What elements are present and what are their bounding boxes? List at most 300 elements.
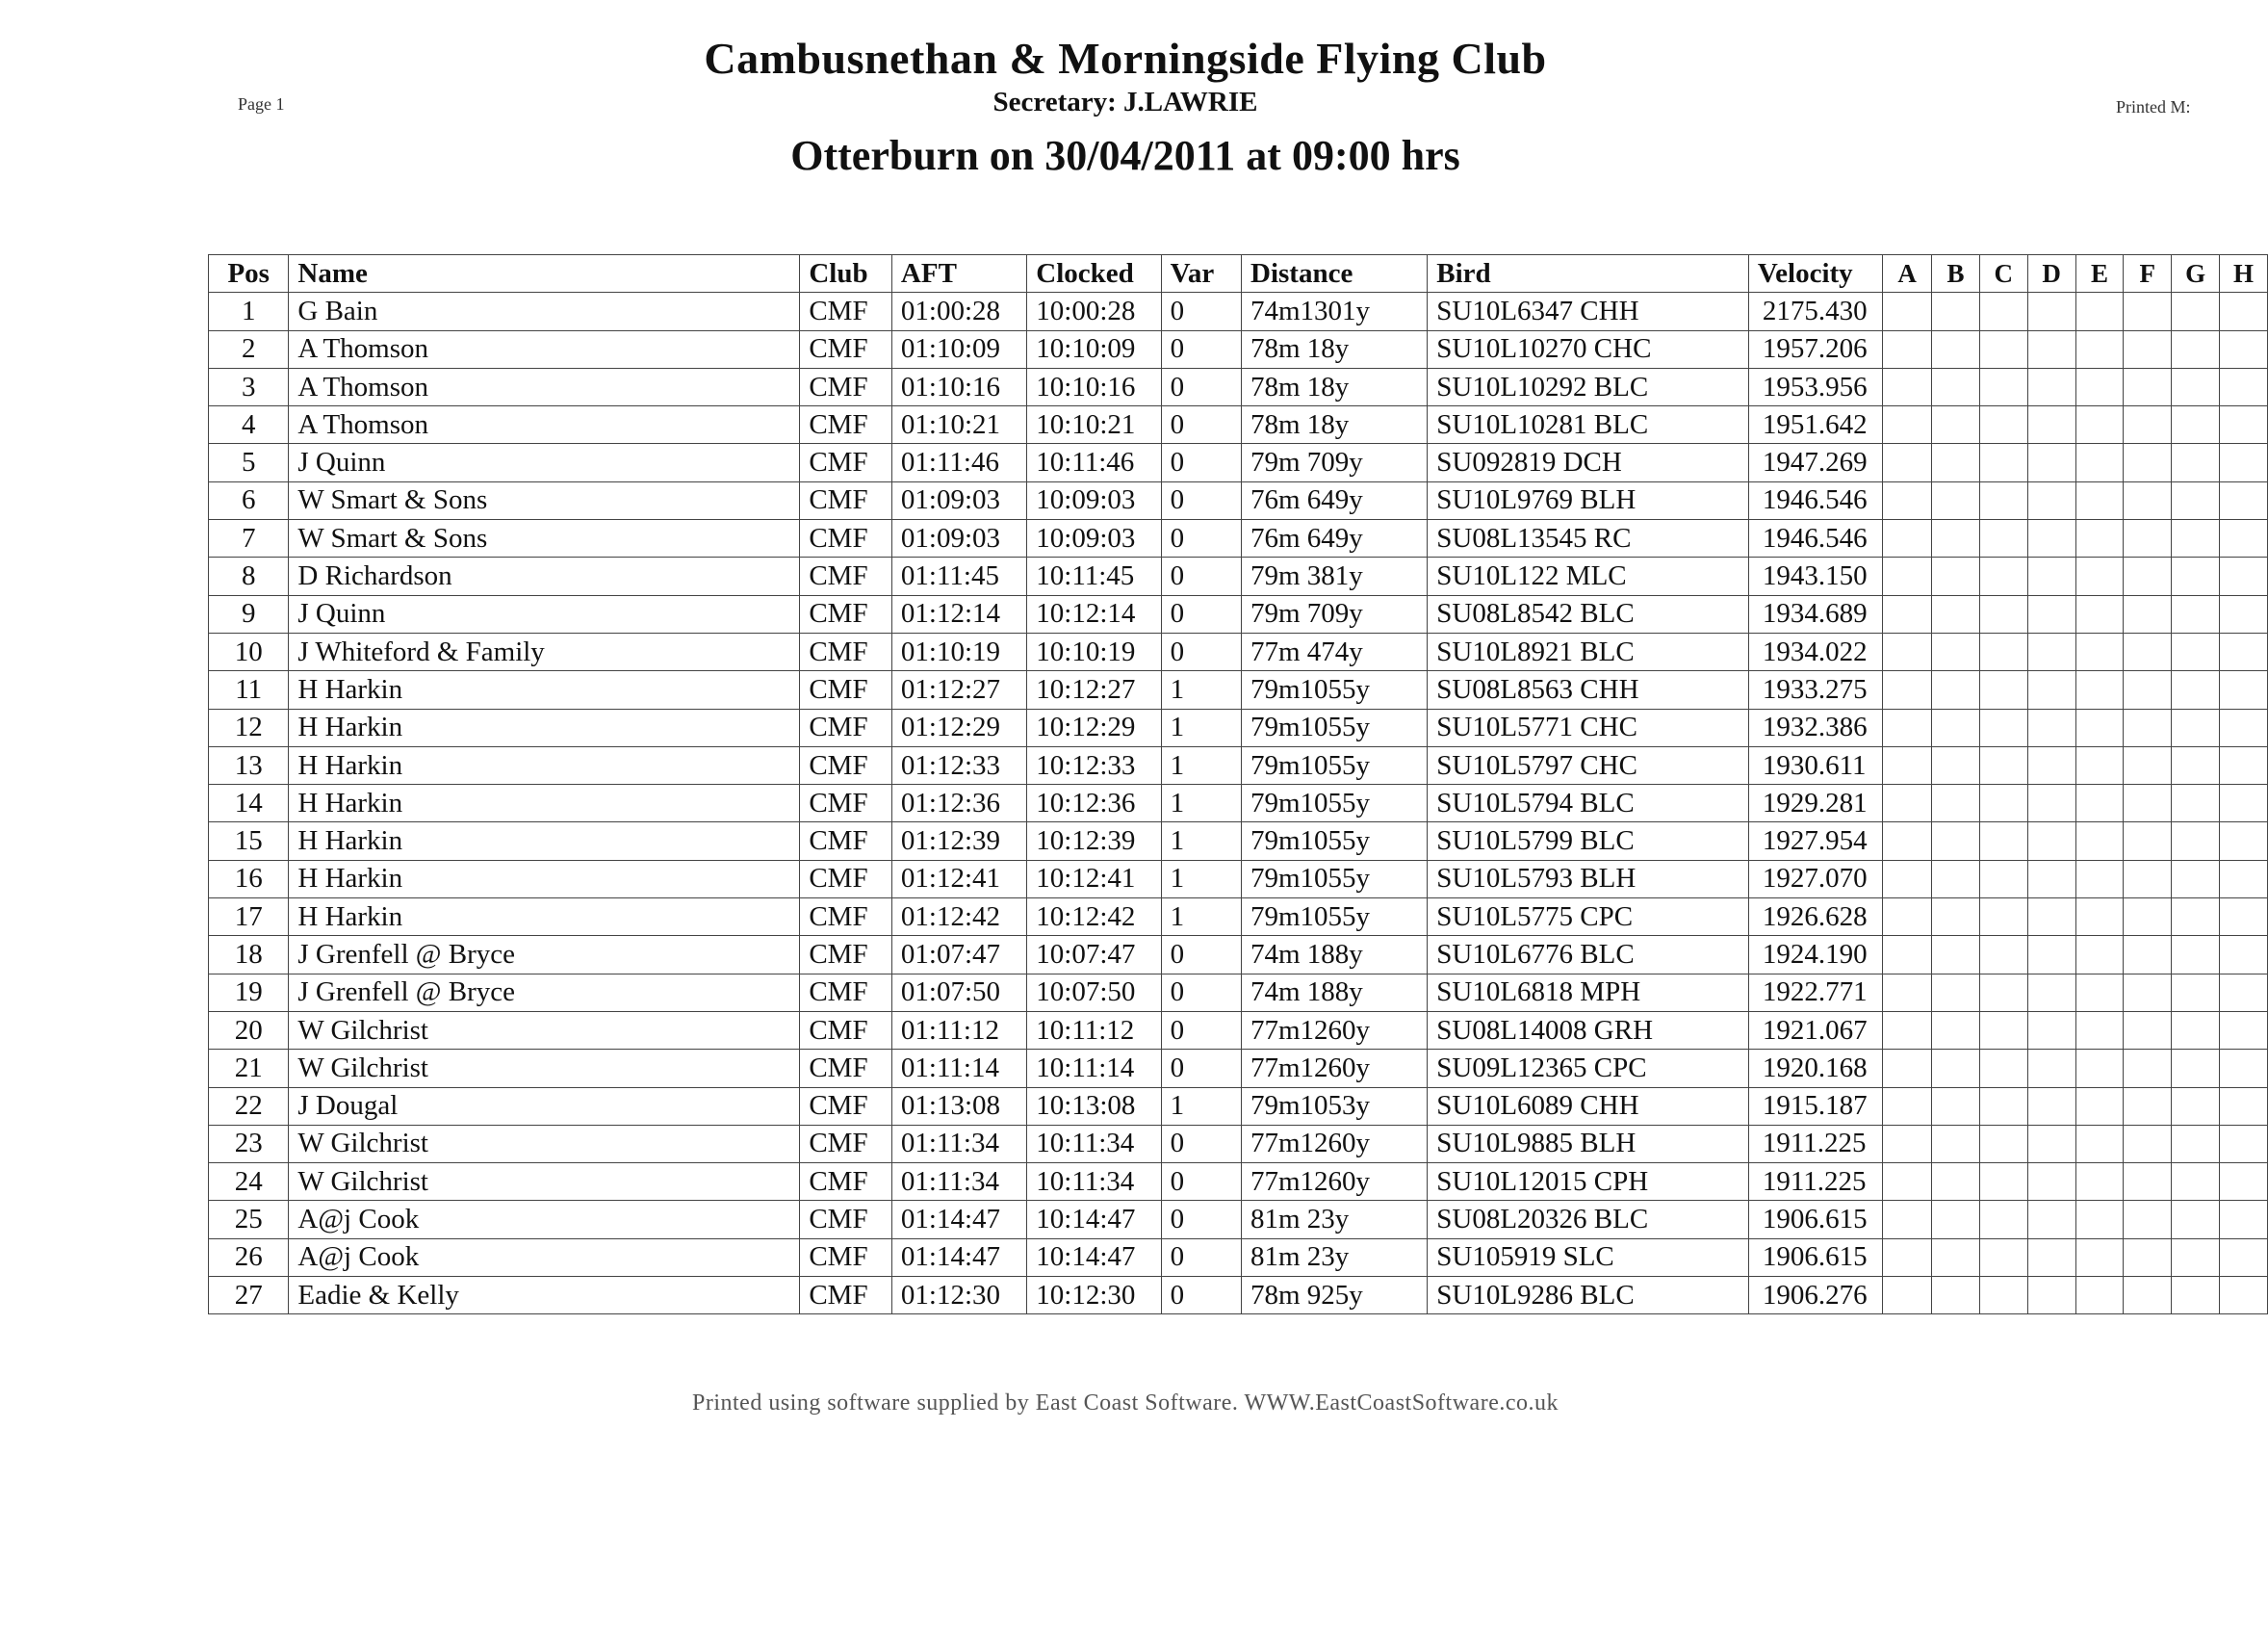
cell-check-c	[1979, 860, 2027, 897]
cell-distance: 79m1055y	[1242, 671, 1428, 709]
cell-check-g	[2172, 633, 2220, 670]
cell-check-e	[2075, 1201, 2124, 1238]
cell-name: W Gilchrist	[289, 1125, 800, 1162]
cell-velocity: 1929.281	[1748, 785, 1882, 822]
cell-check-b	[1932, 1011, 1980, 1049]
cell-distance: 79m1055y	[1242, 860, 1428, 897]
cell-var: 0	[1161, 1163, 1241, 1201]
cell-check-f	[2124, 746, 2172, 784]
cell-velocity: 1953.956	[1748, 368, 1882, 405]
cell-check-b	[1932, 860, 1980, 897]
cell-velocity: 1934.689	[1748, 595, 1882, 633]
cell-check-b	[1932, 785, 1980, 822]
cell-check-a	[1883, 595, 1932, 633]
table-row	[209, 1125, 2268, 1162]
cell-name: J Quinn	[289, 444, 800, 481]
cell-velocity: 1947.269	[1748, 444, 1882, 481]
cell-clocked: 10:13:08	[1027, 1087, 1161, 1125]
cell-check-c	[1979, 558, 2027, 595]
cell-check-f	[2124, 1087, 2172, 1125]
cell-check-e	[2075, 330, 2124, 368]
cell-check-a	[1883, 1087, 1932, 1125]
cell-check-h	[2220, 1087, 2268, 1125]
cell-check-e	[2075, 1125, 2124, 1162]
cell-bird: SU10L9769 BLH	[1428, 481, 1749, 519]
cell-velocity: 1920.168	[1748, 1050, 1882, 1087]
table-row	[209, 746, 2268, 784]
cell-check-d	[2027, 709, 2075, 746]
cell-bird: SU08L8563 CHH	[1428, 671, 1749, 709]
cell-check-g	[2172, 368, 2220, 405]
cell-bird: SU10L12015 CPH	[1428, 1163, 1749, 1201]
cell-clocked: 10:12:30	[1027, 1277, 1161, 1314]
cell-var: 0	[1161, 974, 1241, 1011]
cell-distance: 76m 649y	[1242, 520, 1428, 558]
cell-bird: SU10L10292 BLC	[1428, 368, 1749, 405]
cell-bird: SU08L20326 BLC	[1428, 1201, 1749, 1238]
cell-check-a	[1883, 898, 1932, 936]
cell-velocity: 1951.642	[1748, 406, 1882, 444]
cell-velocity: 1934.022	[1748, 633, 1882, 670]
cell-check-c	[1979, 1163, 2027, 1201]
cell-distance: 76m 649y	[1242, 481, 1428, 519]
cell-check-b	[1932, 1050, 1980, 1087]
cell-velocity: 1911.225	[1748, 1163, 1882, 1201]
cell-club: CMF	[800, 860, 892, 897]
cell-name: H Harkin	[289, 822, 800, 860]
cell-pos: 27	[209, 1277, 289, 1314]
cell-check-c	[1979, 709, 2027, 746]
cell-check-g	[2172, 1125, 2220, 1162]
cell-var: 0	[1161, 633, 1241, 670]
cell-check-h	[2220, 860, 2268, 897]
cell-name: J Grenfell @ Bryce	[289, 974, 800, 1011]
cell-name: W Gilchrist	[289, 1011, 800, 1049]
cell-distance: 79m 381y	[1242, 558, 1428, 595]
cell-pos: 15	[209, 822, 289, 860]
cell-check-e	[2075, 974, 2124, 1011]
cell-check-d	[2027, 558, 2075, 595]
cell-aft: 01:12:27	[891, 671, 1026, 709]
cell-var: 0	[1161, 368, 1241, 405]
cell-bird: SU10L10281 BLC	[1428, 406, 1749, 444]
cell-check-e	[2075, 936, 2124, 974]
cell-var: 0	[1161, 444, 1241, 481]
cell-check-a	[1883, 1238, 1932, 1276]
table-row	[209, 520, 2268, 558]
cell-check-f	[2124, 520, 2172, 558]
cell-pos: 2	[209, 330, 289, 368]
cell-check-f	[2124, 558, 2172, 595]
cell-name: W Gilchrist	[289, 1163, 800, 1201]
cell-check-a	[1883, 406, 1932, 444]
cell-name: A@j Cook	[289, 1201, 800, 1238]
cell-name: G Bain	[289, 293, 800, 330]
cell-check-h	[2220, 822, 2268, 860]
results-table-wrap	[208, 254, 2255, 1314]
column-header-aft: AFT	[891, 255, 1026, 293]
cell-bird: SU10L9885 BLH	[1428, 1125, 1749, 1162]
cell-name: J Dougal	[289, 1087, 800, 1125]
column-header-distance: Distance	[1242, 255, 1428, 293]
cell-check-b	[1932, 898, 1980, 936]
cell-var: 0	[1161, 406, 1241, 444]
cell-bird: SU10L5771 CHC	[1428, 709, 1749, 746]
table-row	[209, 633, 2268, 670]
cell-check-e	[2075, 860, 2124, 897]
cell-pos: 16	[209, 860, 289, 897]
cell-name: W Smart & Sons	[289, 481, 800, 519]
cell-check-c	[1979, 406, 2027, 444]
cell-check-d	[2027, 633, 2075, 670]
column-header-name: Name	[289, 255, 800, 293]
cell-check-f	[2124, 1201, 2172, 1238]
cell-aft: 01:14:47	[891, 1201, 1026, 1238]
cell-check-f	[2124, 330, 2172, 368]
cell-name: H Harkin	[289, 746, 800, 784]
cell-check-a	[1883, 368, 1932, 405]
cell-check-e	[2075, 1050, 2124, 1087]
cell-var: 0	[1161, 1277, 1241, 1314]
cell-check-d	[2027, 671, 2075, 709]
cell-check-a	[1883, 936, 1932, 974]
cell-check-e	[2075, 368, 2124, 405]
cell-check-g	[2172, 481, 2220, 519]
cell-check-a	[1883, 293, 1932, 330]
cell-velocity: 1926.628	[1748, 898, 1882, 936]
cell-check-g	[2172, 974, 2220, 1011]
cell-name: H Harkin	[289, 898, 800, 936]
table-body	[209, 293, 2268, 1314]
cell-bird: SU10L8921 BLC	[1428, 633, 1749, 670]
table-row	[209, 1238, 2268, 1276]
cell-club: CMF	[800, 1238, 892, 1276]
cell-check-c	[1979, 1238, 2027, 1276]
cell-distance: 78m 18y	[1242, 406, 1428, 444]
cell-check-b	[1932, 1277, 1980, 1314]
table-row	[209, 709, 2268, 746]
cell-clocked: 10:10:19	[1027, 633, 1161, 670]
cell-check-b	[1932, 936, 1980, 974]
table-row	[209, 936, 2268, 974]
cell-check-e	[2075, 1238, 2124, 1276]
cell-name: W Smart & Sons	[289, 520, 800, 558]
cell-check-g	[2172, 1163, 2220, 1201]
cell-pos: 7	[209, 520, 289, 558]
table-row	[209, 1201, 2268, 1238]
cell-aft: 01:07:50	[891, 974, 1026, 1011]
cell-check-b	[1932, 444, 1980, 481]
cell-check-f	[2124, 595, 2172, 633]
cell-aft: 01:12:41	[891, 860, 1026, 897]
cell-clocked: 10:11:14	[1027, 1050, 1161, 1087]
cell-check-f	[2124, 444, 2172, 481]
cell-check-g	[2172, 671, 2220, 709]
cell-velocity: 1933.275	[1748, 671, 1882, 709]
cell-check-e	[2075, 785, 2124, 822]
cell-pos: 9	[209, 595, 289, 633]
club-title: Cambusnethan & Morningside Flying Club	[704, 34, 1547, 83]
cell-check-c	[1979, 633, 2027, 670]
cell-var: 1	[1161, 746, 1241, 784]
table-row	[209, 293, 2268, 330]
cell-check-g	[2172, 406, 2220, 444]
cell-check-h	[2220, 558, 2268, 595]
cell-check-a	[1883, 444, 1932, 481]
cell-clocked: 10:11:34	[1027, 1163, 1161, 1201]
cell-check-b	[1932, 1163, 1980, 1201]
cell-check-e	[2075, 293, 2124, 330]
cell-pos: 12	[209, 709, 289, 746]
cell-check-d	[2027, 860, 2075, 897]
table-row	[209, 1277, 2268, 1314]
cell-distance: 78m 18y	[1242, 330, 1428, 368]
cell-distance: 78m 18y	[1242, 368, 1428, 405]
cell-aft: 01:11:14	[891, 1050, 1026, 1087]
cell-check-b	[1932, 633, 1980, 670]
cell-pos: 8	[209, 558, 289, 595]
cell-check-c	[1979, 936, 2027, 974]
table-header-row	[209, 255, 2268, 293]
cell-check-e	[2075, 822, 2124, 860]
table-row	[209, 671, 2268, 709]
cell-velocity: 1911.225	[1748, 1125, 1882, 1162]
cell-club: CMF	[800, 898, 892, 936]
cell-club: CMF	[800, 1011, 892, 1049]
cell-name: J Quinn	[289, 595, 800, 633]
cell-check-b	[1932, 1238, 1980, 1276]
cell-check-g	[2172, 1201, 2220, 1238]
cell-check-g	[2172, 293, 2220, 330]
cell-check-h	[2220, 1238, 2268, 1276]
cell-bird: SU10L5793 BLH	[1428, 860, 1749, 897]
cell-clocked: 10:14:47	[1027, 1238, 1161, 1276]
cell-pos: 5	[209, 444, 289, 481]
cell-check-b	[1932, 293, 1980, 330]
cell-bird: SU105919 SLC	[1428, 1238, 1749, 1276]
cell-club: CMF	[800, 558, 892, 595]
cell-club: CMF	[800, 444, 892, 481]
cell-check-a	[1883, 558, 1932, 595]
cell-check-g	[2172, 1238, 2220, 1276]
cell-check-b	[1932, 481, 1980, 519]
cell-var: 0	[1161, 1238, 1241, 1276]
cell-velocity: 1921.067	[1748, 1011, 1882, 1049]
cell-club: CMF	[800, 709, 892, 746]
table-row	[209, 898, 2268, 936]
cell-check-c	[1979, 1011, 2027, 1049]
cell-var: 0	[1161, 1011, 1241, 1049]
cell-check-d	[2027, 330, 2075, 368]
cell-var: 1	[1161, 1087, 1241, 1125]
cell-check-d	[2027, 481, 2075, 519]
cell-bird: SU10L122 MLC	[1428, 558, 1749, 595]
cell-var: 0	[1161, 1201, 1241, 1238]
cell-clocked: 10:10:21	[1027, 406, 1161, 444]
cell-velocity: 1943.150	[1748, 558, 1882, 595]
secretary-line: Secretary: J.LAWRIE	[992, 87, 1258, 117]
column-header-check-b: B	[1932, 255, 1980, 293]
cell-aft: 01:12:42	[891, 898, 1026, 936]
cell-check-f	[2124, 860, 2172, 897]
cell-check-c	[1979, 595, 2027, 633]
cell-distance: 79m 709y	[1242, 444, 1428, 481]
cell-check-c	[1979, 481, 2027, 519]
cell-check-g	[2172, 558, 2220, 595]
cell-club: CMF	[800, 481, 892, 519]
cell-check-a	[1883, 709, 1932, 746]
cell-clocked: 10:07:50	[1027, 974, 1161, 1011]
cell-aft: 01:12:39	[891, 822, 1026, 860]
cell-bird: SU10L6089 CHH	[1428, 1087, 1749, 1125]
table-row	[209, 1087, 2268, 1125]
cell-check-b	[1932, 746, 1980, 784]
cell-check-b	[1932, 595, 1980, 633]
cell-check-a	[1883, 1163, 1932, 1201]
column-header-check-g: G	[2172, 255, 2220, 293]
cell-distance: 77m1260y	[1242, 1011, 1428, 1049]
cell-aft: 01:11:34	[891, 1163, 1026, 1201]
cell-check-b	[1932, 520, 1980, 558]
cell-check-f	[2124, 936, 2172, 974]
cell-check-f	[2124, 293, 2172, 330]
cell-check-c	[1979, 444, 2027, 481]
table-row	[209, 558, 2268, 595]
table-row	[209, 860, 2268, 897]
cell-check-d	[2027, 1277, 2075, 1314]
cell-aft: 01:12:14	[891, 595, 1026, 633]
table-row	[209, 481, 2268, 519]
cell-check-a	[1883, 974, 1932, 1011]
cell-check-g	[2172, 709, 2220, 746]
cell-clocked: 10:11:34	[1027, 1125, 1161, 1162]
cell-clocked: 10:12:36	[1027, 785, 1161, 822]
cell-pos: 19	[209, 974, 289, 1011]
table-row	[209, 974, 2268, 1011]
cell-clocked: 10:10:16	[1027, 368, 1161, 405]
table-row	[209, 444, 2268, 481]
cell-check-f	[2124, 406, 2172, 444]
cell-clocked: 10:09:03	[1027, 481, 1161, 519]
cell-check-d	[2027, 1238, 2075, 1276]
cell-bird: SU10L6776 BLC	[1428, 936, 1749, 974]
cell-velocity: 2175.430	[1748, 293, 1882, 330]
cell-check-e	[2075, 898, 2124, 936]
cell-check-g	[2172, 444, 2220, 481]
cell-check-b	[1932, 671, 1980, 709]
cell-pos: 21	[209, 1050, 289, 1087]
cell-distance: 79m 709y	[1242, 595, 1428, 633]
cell-aft: 01:14:47	[891, 1238, 1026, 1276]
cell-club: CMF	[800, 330, 892, 368]
cell-var: 0	[1161, 558, 1241, 595]
cell-pos: 18	[209, 936, 289, 974]
cell-check-g	[2172, 822, 2220, 860]
cell-check-d	[2027, 1163, 2075, 1201]
cell-bird: SU092819 DCH	[1428, 444, 1749, 481]
cell-check-f	[2124, 822, 2172, 860]
cell-name: H Harkin	[289, 671, 800, 709]
cell-pos: 25	[209, 1201, 289, 1238]
cell-check-d	[2027, 1201, 2075, 1238]
cell-check-h	[2220, 368, 2268, 405]
cell-name: A Thomson	[289, 406, 800, 444]
cell-aft: 01:12:36	[891, 785, 1026, 822]
cell-pos: 11	[209, 671, 289, 709]
column-header-club: Club	[800, 255, 892, 293]
cell-distance: 79m1055y	[1242, 785, 1428, 822]
cell-distance: 79m1053y	[1242, 1087, 1428, 1125]
cell-aft: 01:09:03	[891, 481, 1026, 519]
cell-club: CMF	[800, 671, 892, 709]
cell-aft: 01:07:47	[891, 936, 1026, 974]
cell-distance: 79m1055y	[1242, 709, 1428, 746]
cell-velocity: 1906.615	[1748, 1238, 1882, 1276]
cell-pos: 13	[209, 746, 289, 784]
results-table	[208, 254, 2268, 1314]
cell-club: CMF	[800, 595, 892, 633]
cell-distance: 79m1055y	[1242, 746, 1428, 784]
cell-check-c	[1979, 330, 2027, 368]
cell-check-a	[1883, 1125, 1932, 1162]
cell-check-h	[2220, 1050, 2268, 1087]
cell-check-c	[1979, 368, 2027, 405]
cell-check-e	[2075, 481, 2124, 519]
cell-check-h	[2220, 633, 2268, 670]
cell-bird: SU10L6818 MPH	[1428, 974, 1749, 1011]
cell-check-b	[1932, 709, 1980, 746]
cell-check-e	[2075, 671, 2124, 709]
cell-check-a	[1883, 785, 1932, 822]
cell-velocity: 1957.206	[1748, 330, 1882, 368]
cell-pos: 17	[209, 898, 289, 936]
cell-check-f	[2124, 1277, 2172, 1314]
cell-check-e	[2075, 406, 2124, 444]
printed-label: Printed M:	[2116, 97, 2191, 117]
cell-check-b	[1932, 330, 1980, 368]
cell-check-d	[2027, 520, 2075, 558]
cell-check-d	[2027, 936, 2075, 974]
column-header-check-f: F	[2124, 255, 2172, 293]
cell-aft: 01:12:30	[891, 1277, 1026, 1314]
column-header-check-c: C	[1979, 255, 2027, 293]
cell-clocked: 10:00:28	[1027, 293, 1161, 330]
cell-velocity: 1932.386	[1748, 709, 1882, 746]
cell-velocity: 1922.771	[1748, 974, 1882, 1011]
cell-var: 0	[1161, 330, 1241, 368]
cell-clocked: 10:12:14	[1027, 595, 1161, 633]
cell-check-a	[1883, 520, 1932, 558]
cell-velocity: 1927.070	[1748, 860, 1882, 897]
table-row	[209, 785, 2268, 822]
cell-check-g	[2172, 860, 2220, 897]
cell-clocked: 10:12:41	[1027, 860, 1161, 897]
cell-check-f	[2124, 1238, 2172, 1276]
table-row	[209, 595, 2268, 633]
cell-check-c	[1979, 1277, 2027, 1314]
cell-check-h	[2220, 595, 2268, 633]
cell-check-h	[2220, 1163, 2268, 1201]
footer-credit: Printed using software supplied by East Coast Software. WWW.EastCoastSoftware.co.uk	[691, 1390, 1559, 1416]
cell-var: 1	[1161, 822, 1241, 860]
cell-distance: 77m 474y	[1242, 633, 1428, 670]
cell-check-a	[1883, 330, 1932, 368]
cell-bird: SU10L5775 CPC	[1428, 898, 1749, 936]
cell-check-d	[2027, 822, 2075, 860]
cell-clocked: 10:12:42	[1027, 898, 1161, 936]
column-header-var: Var	[1161, 255, 1241, 293]
cell-pos: 4	[209, 406, 289, 444]
